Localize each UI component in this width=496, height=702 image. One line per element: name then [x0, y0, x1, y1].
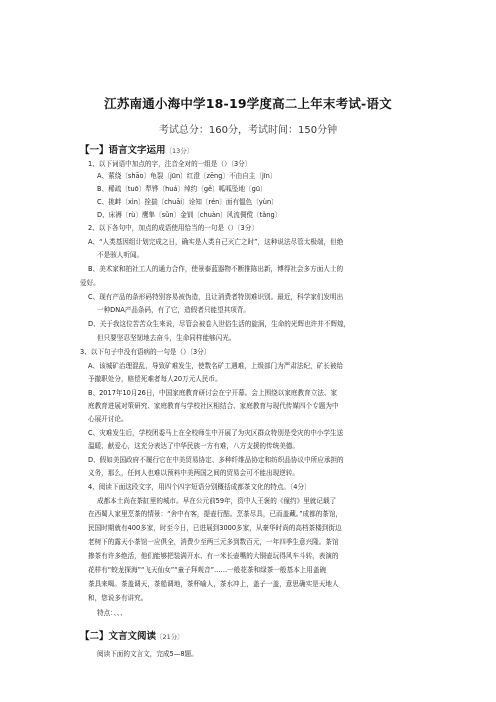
question-2-stem: 2、以下各句中，加点的成语使用恰当的一句是（）〔3分〕 — [88, 224, 258, 232]
question-1-option-c: C、挑衅〔xìn〕拴揣〔chuāi〕诠知〔rén〕面有愠色〔yùn〕 — [97, 198, 278, 206]
question-4-passage-line6: 花样有“蛟龙探海”“飞天仙女”“童子拜观音”……一般花茶和绿茶一般基本上用盖碗 — [88, 566, 327, 574]
question-2-option-c-line1: C、现有产品的条形码特别容易被伪造，且让消费者特别难识别。最近，科学家们发明出 — [88, 293, 344, 301]
question-2-option-a-line1: A、“人类基因组计划完成之日，确实是人类自己灭亡之时”，这种说法尽管太极端，但绝 — [88, 238, 344, 246]
question-4-passage-line8: 和，您说多有讲究。 — [88, 594, 148, 602]
section-heading-1-label: 【一】语言文字运用 — [80, 145, 166, 156]
question-3-option-d-line1: D、假如美国政府不履行它在中美贸易协定、多种纤维品协定和纺织品协议中所应承担的 — [88, 456, 344, 464]
question-3-option-b-line2: 庭教育进展对策研究、家庭教育与学校社区相结合、家庭教育与现代传媒四个专题为中 — [88, 402, 339, 410]
question-1-option-a: A、萦绕〔shāo〕龟裂〔jūn〕红澄〔zēng〕不由自主〔jīn〕 — [97, 172, 277, 180]
question-4-passage-line2: 在西蜀人家里烹茶的情景：“舍中有客，提壶行酤。烹茶尽具，已而盖藏。”成都的茶馆， — [88, 510, 343, 518]
question-2-option-b-line1: B、美术家和拍社工人的通力合作，使景泰蓝器物不断推陈出新，博得社会多方面人士的 — [88, 265, 344, 273]
question-1-option-b: B、稀疏〔tuō〕犁铧〔huá〕绰约〔gě〕呱呱坠地〔gū〕 — [97, 185, 267, 193]
question-3-option-b-line3: 心展开讨论。 — [88, 415, 128, 423]
page-title: 江苏南通小海中学18-19学度高二上年末考试-语文 — [104, 96, 392, 111]
question-4-passage-line4: 老树下的露天小茶馆一应俱全，消费少至两三元多到数百元，一年四季生意兴隆。茶馆 — [88, 538, 339, 546]
section-2-instruction: 阅读下面的文言文，完成5—8题。 — [97, 650, 198, 658]
section-heading-2 — [80, 628, 184, 642]
question-4-passage-line3: 民国时期就有400多家，时至今日，已进展到3000多家，从豪华时尚的高档茶楼到街边 — [88, 524, 342, 532]
question-3-option-a-line1: A、该城矿治理混乱，导致矿难发生，使数名矿工遇难，上级部门为严肃法纪，矿长被给 — [88, 362, 344, 370]
question-3-option-a-line2: 予撤职处分，赔偿死难者每人20万元人民币。 — [88, 375, 222, 383]
question-2-option-d-line2: 但只要坚忍坚韧地去奋斗，生命同样能够闪光。 — [97, 334, 236, 342]
question-2-option-c-line2: 一种DNA产品条码，有了它，造假者只能望其项背。 — [97, 306, 250, 314]
question-3-stem: 3、以下句子中没有语病的一句是（）〔3分〕 — [80, 348, 211, 356]
question-1-stem: 1、以下词语中加点的字，注音全对的一组是（）〔3分〕 — [88, 160, 252, 168]
question-3-option-c-line2: 温暖、献爱心，这充分表达了中华民族一方有难，八方支援的传统美德。 — [88, 442, 299, 450]
question-4-stem: 4、阅读下面这段文字，用四个四字短语分别概括成都茶文化的特点。〔4分〕 — [88, 483, 311, 491]
question-4-passage-line1: 成都本土尚在茶缸里的城市。早在公元前59年，资中人王褒的《僮约》里就记载了 — [97, 497, 337, 505]
question-2-option-d-line1: D、关于我这位苦苦众生来说，尽管会被卷入世俗生活的旋涡，生命的光辉也许并不辉煌， — [88, 320, 351, 328]
question-3-option-c-line1: C、灾难发生后，学校团委马上在全校师生中开展了为灾区群众特别是受灾的中小学生送 — [88, 429, 344, 437]
section-heading-2-points: 〔21分〕 — [156, 633, 184, 641]
question-3-option-b-line1: B、2017年10月26日，中国家庭教育研讨会在宁开幕。会上围绕以家庭教育立法、家 — [88, 389, 338, 397]
question-3-option-d-line2: 义务，那么，任何人也难以预料中美两国之间的贸易会可不能出现逆转。 — [88, 469, 299, 477]
page-subtitle: 考试总分：160分，考试时间：150分钟 — [158, 125, 338, 136]
question-4-answer-blank: 特点：、、、 — [97, 609, 127, 617]
question-4-passage-line5: 掺茶有许多绝活，他们能够把装满开水、有一米长壶嘴的大铜壶玩得风车斗转，表演的 — [88, 552, 339, 560]
section-heading-1 — [80, 142, 193, 156]
question-1-option-d: D、床褥〔rù〕鹰隼〔sǔn〕金钏〔chuàn〕风流倜傥〔tǎng〕 — [97, 211, 282, 219]
section-heading-1-points: 〔13分〕 — [165, 147, 194, 155]
section-heading-2-label: 【二】文言文阅读 — [80, 631, 157, 642]
question-2-option-b-line2: 爱好。 — [80, 279, 100, 287]
question-2-option-a-line2: 不是骇人听闻。 — [97, 251, 144, 259]
question-4-passage-line7: 茶具来喝。茶盖调天，茶船调地，茶杯喻人，茶水冲上，盖子一盖，意思确实是天地人 — [88, 580, 339, 588]
